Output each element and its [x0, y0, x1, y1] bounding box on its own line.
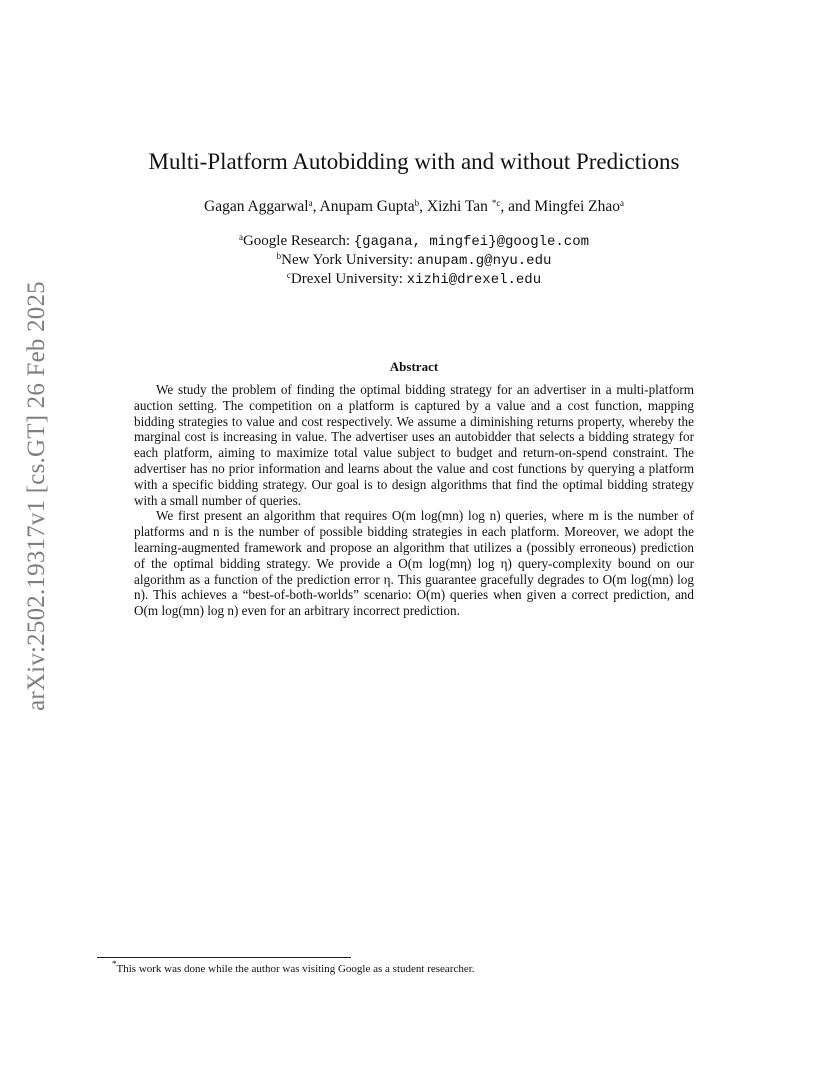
arxiv-identifier-sidebar: [18, 258, 56, 734]
affiliation-line: [100, 251, 728, 270]
abstract-heading: Abstract: [389, 359, 439, 374]
affiliation-institution: Google Research:: [242, 233, 351, 249]
affiliation-email: anupam.g@nyu.edu: [416, 253, 552, 269]
author-name: Xizhi Tan: [426, 198, 488, 215]
affiliation-email: {gagana, mingfei}@google.com: [353, 234, 590, 250]
footnote-rule: [97, 957, 351, 958]
arxiv-id: arXiv:2502.19317v1 [cs.GT] 26 Feb 2025: [23, 281, 50, 711]
affiliation-mark: c: [286, 270, 291, 280]
author-mark: a: [620, 198, 624, 208]
affiliation-list: [100, 232, 728, 289]
author-mark: a: [308, 198, 313, 208]
abstract-paragraph: We study the problem of finding the optimal bidding strategy for an advertiser in a multi-platform auction setting. The competition on a platform is captured by a value and a cost function, mapping bidding strategies to value and cost respectively. We assume a diminishing returns property, whereby the marginal cost is increasing in value. The advertiser uses an autobidder that selects a bidding strategy for each platform, aiming to maximize total value subject to budget and return-on-spend constraint. The advertiser has no prior information and learns about the value and cost functions by querying a platform with a specific bidding strategy. Our goal is to design algorithms that find the optimal bidding strategy with a small number of queries.: [134, 382, 694, 508]
footnote-mark: *: [112, 959, 117, 969]
abstract-body: [134, 382, 694, 619]
affiliation-mark: b: [276, 251, 282, 261]
affiliation-email: xizhi@drexel.edu: [406, 272, 542, 288]
author-name: Mingfei Zhao: [534, 198, 620, 215]
affiliation-institution: New York University:: [281, 252, 414, 268]
affiliation-institution: Drexel University:: [290, 271, 403, 287]
affiliation-line: [100, 270, 728, 289]
paper-title: Multi-Platform Autobidding with and without Predictions: [148, 149, 680, 174]
author-mark: b: [414, 198, 420, 208]
author-list: Gagan Aggarwal$^a$, Anupam Gupta$^b$, Xizhi Tan $^{*c}$, and Mingfei Zhao$^a$: [204, 198, 624, 215]
author-mark: *c: [491, 198, 501, 208]
footnote: [112, 959, 732, 975]
affiliation-line: [100, 232, 728, 251]
footnote-text: This work was done while the author was visiting Google as a student researcher.: [116, 963, 475, 975]
abstract-paragraph: We first present an algorithm that requires O(m log(mn) log n) queries, where m is the number of platforms and n is the number of possible bidding strategies in each platform. Moreover, we adopt the learning-augmented framework and propose an algorithm that utilizes a (possibly erroneous) prediction of the optimal bidding strategy. We provide a O(m log(mη) log η) query-complexity bound on our algorithm as a function of the prediction error η. This guarantee gracefully degrades to O(m log(mn) log n). This achieves a “best-of-both-worlds” scenario: O(m) queries when given a correct prediction, and O(m log(mn) log n) even for an arbitrary incorrect prediction.: [134, 508, 694, 619]
author-name: Gagan Aggarwal: [204, 198, 309, 215]
author-name: Anupam Gupta: [319, 198, 415, 215]
affiliation-mark: a: [238, 232, 243, 242]
